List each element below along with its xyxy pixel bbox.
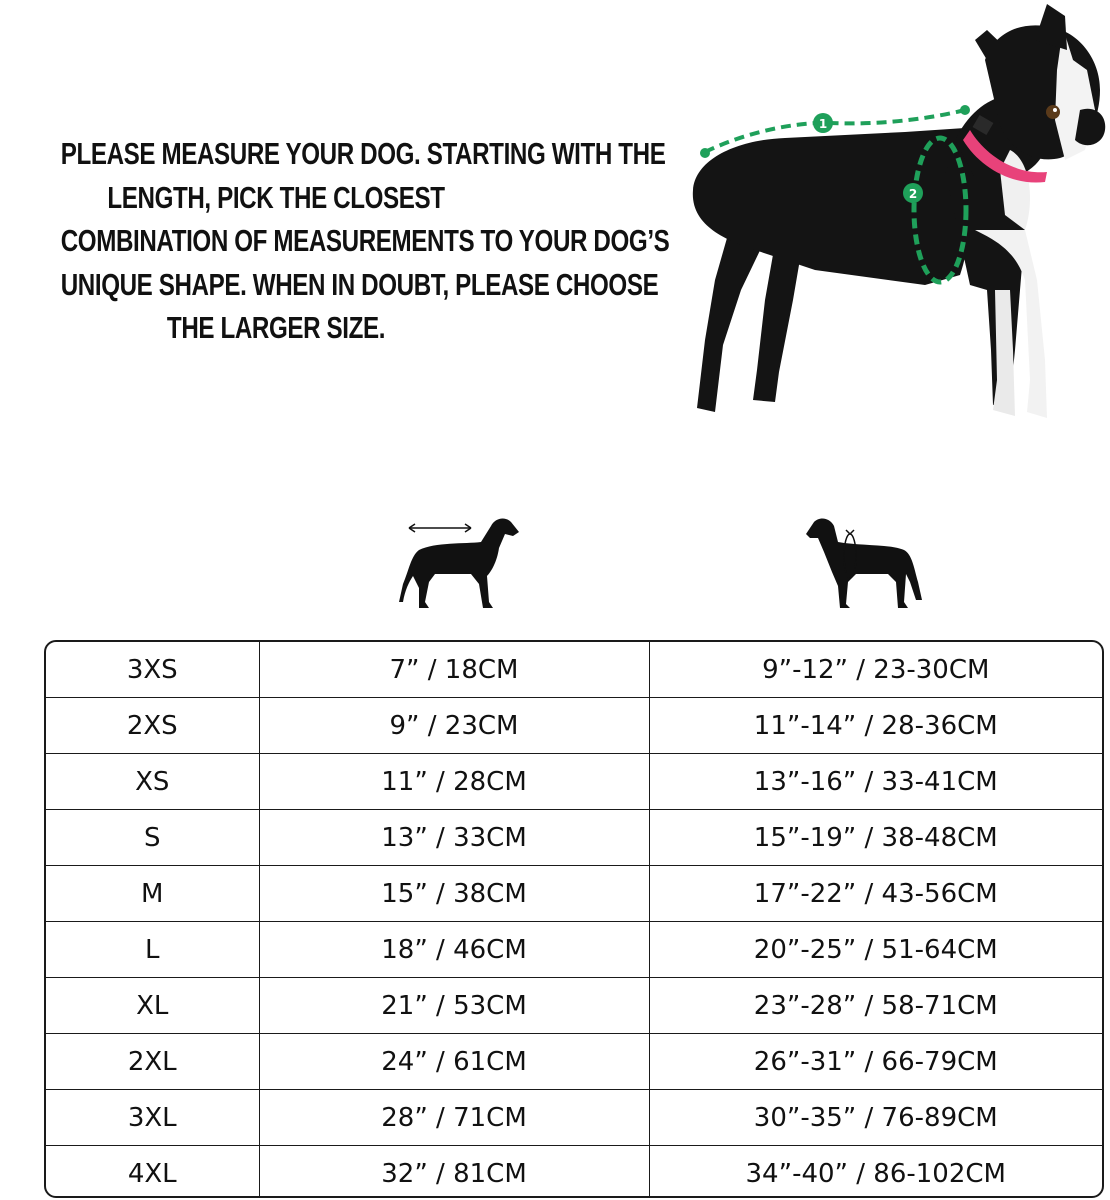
instruction-line: UNIQUE SHAPE. WHEN IN DOUBT, PLEASE CHOOSE <box>60 266 659 302</box>
measuring-instructions <box>60 132 670 350</box>
size-row <box>46 1034 1102 1090</box>
girth-cell: 26”-31” / 66-79CM <box>649 1034 1102 1090</box>
girth-cell: 30”-35” / 76-89CM <box>649 1090 1102 1146</box>
length-cell: 11” / 28CM <box>259 754 649 810</box>
size-cell: XS <box>46 754 259 810</box>
dog-girth-icon <box>800 512 925 612</box>
marker-1: 1 <box>818 117 828 131</box>
length-cell: 18” / 46CM <box>259 922 649 978</box>
size-cell: M <box>46 866 259 922</box>
instruction-line: PLEASE MEASURE YOUR DOG. STARTING WITH THE <box>60 136 666 171</box>
size-cell: 4XL <box>46 1146 259 1199</box>
size-row <box>46 1090 1102 1146</box>
size-chart-table <box>44 640 1104 1198</box>
length-cell: 24” / 61CM <box>259 1034 649 1090</box>
size-row <box>46 866 1102 922</box>
size-cell: 2XL <box>46 1034 259 1090</box>
length-cell: 13” / 33CM <box>259 810 649 866</box>
girth-cell: 15”-19” / 38-48CM <box>649 810 1102 866</box>
size-row <box>46 978 1102 1034</box>
length-cell: 15” / 38CM <box>259 866 649 922</box>
size-row <box>46 1146 1102 1199</box>
size-cell: L <box>46 922 259 978</box>
girth-cell: 9”-12” / 23-30CM <box>649 642 1102 698</box>
size-row <box>46 698 1102 754</box>
dog-measurement-photo <box>675 0 1110 430</box>
girth-cell: 11”-14” / 28-36CM <box>649 698 1102 754</box>
size-cell: 3XS <box>46 642 259 698</box>
girth-cell: 20”-25” / 51-64CM <box>649 922 1102 978</box>
size-cell: S <box>46 810 259 866</box>
length-cell: 7” / 18CM <box>259 642 649 698</box>
length-cell: 28” / 71CM <box>259 1090 649 1146</box>
size-cell: 2XS <box>46 698 259 754</box>
instruction-line: LENGTH, PICK THE CLOSEST <box>107 179 445 215</box>
dog-length-icon <box>395 512 520 612</box>
instruction-line: COMBINATION OF MEASUREMENTS TO YOUR DOG’S <box>60 223 670 258</box>
size-row <box>46 642 1102 698</box>
size-row <box>46 810 1102 866</box>
girth-cell: 34”-40” / 86-102CM <box>745 1158 1006 1189</box>
size-cell: XL <box>46 978 259 1034</box>
length-cell: 32” / 81CM <box>259 1146 649 1199</box>
size-row <box>46 922 1102 978</box>
girth-cell: 23”-28” / 58-71CM <box>649 978 1102 1034</box>
girth-cell: 13”-16” / 33-41CM <box>649 754 1102 810</box>
girth-cell: 17”-22” / 43-56CM <box>649 866 1102 922</box>
length-cell: 9” / 23CM <box>259 698 649 754</box>
size-row <box>46 754 1102 810</box>
marker-2: 2 <box>908 187 918 201</box>
dog-body <box>693 4 1105 418</box>
length-cell: 21” / 53CM <box>259 978 649 1034</box>
instruction-line: THE LARGER SIZE. <box>166 310 386 345</box>
size-cell: 3XL <box>46 1090 259 1146</box>
